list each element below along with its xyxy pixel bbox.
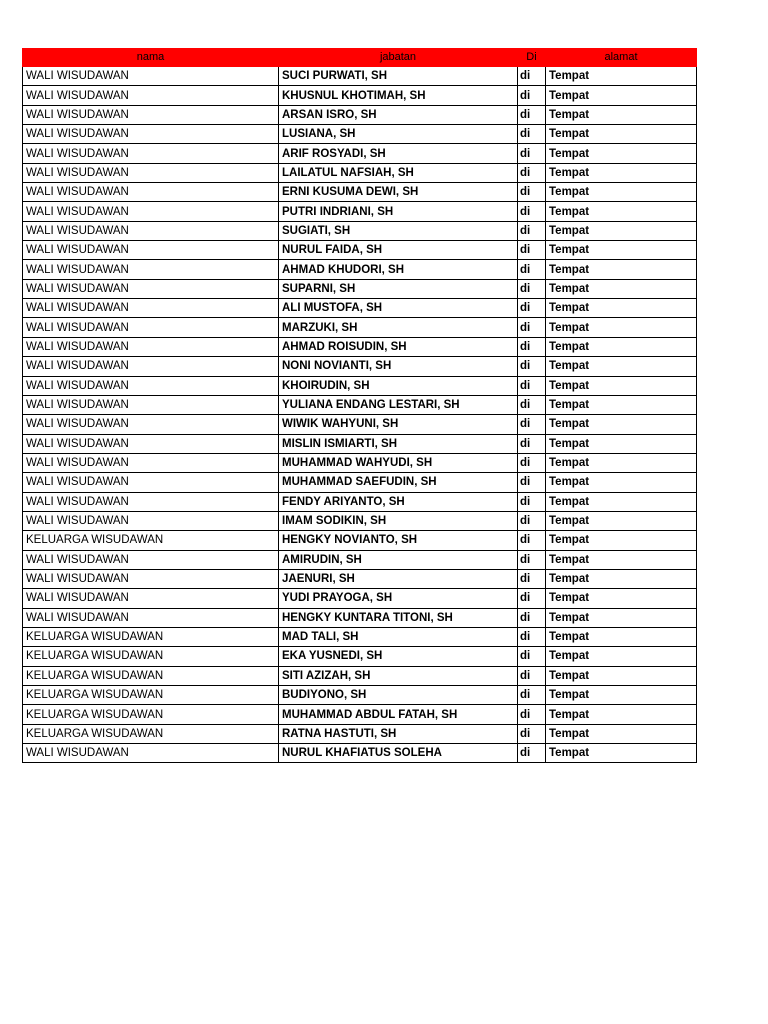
cell-nama[interactable]: KELUARGA WISUDAWAN xyxy=(23,647,279,666)
cell-di[interactable]: di xyxy=(518,415,546,434)
cell-di[interactable]: di xyxy=(518,357,546,376)
cell-alamat[interactable]: Tempat xyxy=(546,666,697,685)
cell-alamat[interactable]: Tempat xyxy=(546,67,697,86)
table-row xyxy=(23,492,697,511)
table-row xyxy=(23,705,697,724)
table-row xyxy=(23,473,697,492)
header-jabatan: jabatan xyxy=(279,49,518,67)
cell-alamat[interactable]: Tempat xyxy=(546,299,697,318)
cell-alamat[interactable]: Tempat xyxy=(546,627,697,646)
table-row xyxy=(23,724,697,743)
cell-nama[interactable]: KELUARGA WISUDAWAN xyxy=(23,686,279,705)
table-row xyxy=(23,569,697,588)
cell-jabatan[interactable]: ERNI KUSUMA DEWI, SH xyxy=(279,183,518,202)
cell-di[interactable]: di xyxy=(518,744,546,763)
cell-alamat[interactable]: Tempat xyxy=(546,569,697,588)
table-row xyxy=(23,744,697,763)
cell-di[interactable]: di xyxy=(518,492,546,511)
data-table xyxy=(22,48,697,763)
table-row xyxy=(23,318,697,337)
cell-jabatan[interactable]: SITI AZIZAH, SH xyxy=(279,666,518,685)
cell-jabatan[interactable]: MISLIN ISMIARTI, SH xyxy=(279,434,518,453)
cell-nama[interactable]: WALI WISUDAWAN xyxy=(23,569,279,588)
table-row xyxy=(23,105,697,124)
cell-di[interactable]: di xyxy=(518,299,546,318)
cell-nama[interactable]: WALI WISUDAWAN xyxy=(23,144,279,163)
cell-di[interactable]: di xyxy=(518,647,546,666)
cell-alamat[interactable]: Tempat xyxy=(546,744,697,763)
cell-nama[interactable]: WALI WISUDAWAN xyxy=(23,202,279,221)
cell-alamat[interactable]: Tempat xyxy=(546,318,697,337)
cell-nama[interactable]: WALI WISUDAWAN xyxy=(23,279,279,298)
table-row xyxy=(23,647,697,666)
table-row xyxy=(23,279,697,298)
cell-alamat[interactable]: Tempat xyxy=(546,144,697,163)
cell-di[interactable]: di xyxy=(518,531,546,550)
cell-alamat[interactable]: Tempat xyxy=(546,221,697,240)
cell-alamat[interactable]: Tempat xyxy=(546,279,697,298)
cell-nama[interactable]: WALI WISUDAWAN xyxy=(23,376,279,395)
cell-nama[interactable]: WALI WISUDAWAN xyxy=(23,163,279,182)
cell-nama[interactable]: WALI WISUDAWAN xyxy=(23,299,279,318)
table-body xyxy=(23,67,697,763)
cell-jabatan[interactable]: AMIRUDIN, SH xyxy=(279,550,518,569)
table-row xyxy=(23,67,697,86)
cell-nama[interactable]: WALI WISUDAWAN xyxy=(23,434,279,453)
cell-nama[interactable]: WALI WISUDAWAN xyxy=(23,241,279,260)
cell-jabatan[interactable]: AHMAD ROISUDIN, SH xyxy=(279,337,518,356)
cell-alamat[interactable]: Tempat xyxy=(546,686,697,705)
cell-di[interactable]: di xyxy=(518,666,546,685)
header-nama: nama xyxy=(23,49,279,67)
cell-nama[interactable]: WALI WISUDAWAN xyxy=(23,453,279,472)
cell-nama[interactable]: WALI WISUDAWAN xyxy=(23,67,279,86)
cell-nama[interactable]: WALI WISUDAWAN xyxy=(23,125,279,144)
table-row xyxy=(23,125,697,144)
header-di: Di xyxy=(518,49,546,67)
cell-di[interactable]: di xyxy=(518,163,546,182)
cell-nama[interactable]: WALI WISUDAWAN xyxy=(23,589,279,608)
cell-di[interactable]: di xyxy=(518,144,546,163)
cell-nama[interactable]: WALI WISUDAWAN xyxy=(23,105,279,124)
cell-di[interactable]: di xyxy=(518,550,546,569)
header-alamat: alamat xyxy=(546,49,697,67)
cell-jabatan[interactable]: SUCI PURWATI, SH xyxy=(279,67,518,86)
cell-jabatan[interactable]: EKA YUSNEDI, SH xyxy=(279,647,518,666)
cell-nama[interactable]: WALI WISUDAWAN xyxy=(23,415,279,434)
cell-di[interactable]: di xyxy=(518,627,546,646)
cell-jabatan[interactable]: AHMAD KHUDORI, SH xyxy=(279,260,518,279)
cell-di[interactable]: di xyxy=(518,279,546,298)
cell-alamat[interactable]: Tempat xyxy=(546,376,697,395)
cell-di[interactable]: di xyxy=(518,608,546,627)
cell-alamat[interactable]: Tempat xyxy=(546,86,697,105)
cell-nama[interactable]: WALI WISUDAWAN xyxy=(23,744,279,763)
table-row xyxy=(23,202,697,221)
cell-alamat[interactable]: Tempat xyxy=(546,647,697,666)
cell-alamat[interactable]: Tempat xyxy=(546,705,697,724)
cell-jabatan[interactable]: MUHAMMAD WAHYUDI, SH xyxy=(279,453,518,472)
cell-jabatan[interactable]: YUDI PRAYOGA, SH xyxy=(279,589,518,608)
table-row xyxy=(23,337,697,356)
cell-jabatan[interactable]: RATNA HASTUTI, SH xyxy=(279,724,518,743)
table-row xyxy=(23,531,697,550)
cell-jabatan[interactable]: ARIF ROSYADI, SH xyxy=(279,144,518,163)
table-row xyxy=(23,511,697,530)
cell-alamat[interactable]: Tempat xyxy=(546,357,697,376)
cell-alamat[interactable]: Tempat xyxy=(546,241,697,260)
cell-jabatan[interactable]: ALI MUSTOFA, SH xyxy=(279,299,518,318)
cell-nama[interactable]: WALI WISUDAWAN xyxy=(23,86,279,105)
table-row xyxy=(23,144,697,163)
cell-jabatan[interactable]: PUTRI INDRIANI, SH xyxy=(279,202,518,221)
cell-di[interactable]: di xyxy=(518,241,546,260)
table-row xyxy=(23,608,697,627)
cell-alamat[interactable]: Tempat xyxy=(546,550,697,569)
cell-jabatan[interactable]: IMAM SODIKIN, SH xyxy=(279,511,518,530)
cell-alamat[interactable]: Tempat xyxy=(546,453,697,472)
cell-di[interactable]: di xyxy=(518,453,546,472)
cell-di[interactable]: di xyxy=(518,686,546,705)
cell-alamat[interactable]: Tempat xyxy=(546,608,697,627)
cell-jabatan[interactable]: NURUL KHAFIATUS SOLEHA xyxy=(279,744,518,763)
cell-nama[interactable]: KELUARGA WISUDAWAN xyxy=(23,705,279,724)
cell-jabatan[interactable]: HENGKY KUNTARA TITONI, SH xyxy=(279,608,518,627)
cell-di[interactable]: di xyxy=(518,395,546,414)
cell-nama[interactable]: WALI WISUDAWAN xyxy=(23,608,279,627)
cell-jabatan[interactable]: MAD TALI, SH xyxy=(279,627,518,646)
cell-nama[interactable]: WALI WISUDAWAN xyxy=(23,511,279,530)
table-row xyxy=(23,395,697,414)
cell-alamat[interactable]: Tempat xyxy=(546,589,697,608)
cell-nama[interactable]: KELUARGA WISUDAWAN xyxy=(23,627,279,646)
table-row xyxy=(23,357,697,376)
cell-jabatan[interactable]: ARSAN ISRO, SH xyxy=(279,105,518,124)
cell-alamat[interactable]: Tempat xyxy=(546,105,697,124)
cell-alamat[interactable]: Tempat xyxy=(546,183,697,202)
cell-alamat[interactable]: Tempat xyxy=(546,163,697,182)
cell-alamat[interactable]: Tempat xyxy=(546,473,697,492)
cell-alamat[interactable]: Tempat xyxy=(546,337,697,356)
table-row xyxy=(23,86,697,105)
cell-jabatan[interactable]: NONI NOVIANTI, SH xyxy=(279,357,518,376)
cell-jabatan[interactable]: LAILATUL NAFSIAH, SH xyxy=(279,163,518,182)
cell-jabatan[interactable]: MUHAMMAD ABDUL FATAH, SH xyxy=(279,705,518,724)
cell-di[interactable]: di xyxy=(518,318,546,337)
cell-alamat[interactable]: Tempat xyxy=(546,125,697,144)
cell-jabatan[interactable]: KHOIRUDIN, SH xyxy=(279,376,518,395)
cell-di[interactable]: di xyxy=(518,67,546,86)
cell-alamat[interactable]: Tempat xyxy=(546,395,697,414)
table-row xyxy=(23,627,697,646)
cell-di[interactable]: di xyxy=(518,260,546,279)
cell-jabatan[interactable]: KHUSNUL KHOTIMAH, SH xyxy=(279,86,518,105)
table-row xyxy=(23,221,697,240)
cell-di[interactable]: di xyxy=(518,724,546,743)
cell-nama[interactable]: WALI WISUDAWAN xyxy=(23,357,279,376)
cell-nama[interactable]: WALI WISUDAWAN xyxy=(23,221,279,240)
cell-di[interactable]: di xyxy=(518,125,546,144)
cell-nama[interactable]: WALI WISUDAWAN xyxy=(23,318,279,337)
cell-jabatan[interactable]: NURUL FAIDA, SH xyxy=(279,241,518,260)
table-row xyxy=(23,241,697,260)
cell-alamat[interactable]: Tempat xyxy=(546,511,697,530)
cell-di[interactable]: di xyxy=(518,202,546,221)
cell-di[interactable]: di xyxy=(518,105,546,124)
cell-nama[interactable]: KELUARGA WISUDAWAN xyxy=(23,724,279,743)
cell-jabatan[interactable]: MARZUKI, SH xyxy=(279,318,518,337)
table-row xyxy=(23,550,697,569)
table-row xyxy=(23,434,697,453)
cell-alamat[interactable]: Tempat xyxy=(546,492,697,511)
cell-nama[interactable]: WALI WISUDAWAN xyxy=(23,337,279,356)
cell-jabatan[interactable]: MUHAMMAD SAEFUDIN, SH xyxy=(279,473,518,492)
cell-di[interactable]: di xyxy=(518,376,546,395)
cell-jabatan[interactable]: FENDY ARIYANTO, SH xyxy=(279,492,518,511)
cell-di[interactable]: di xyxy=(518,337,546,356)
table-row xyxy=(23,299,697,318)
spreadsheet xyxy=(22,48,696,763)
cell-nama[interactable]: KELUARGA WISUDAWAN xyxy=(23,666,279,685)
cell-nama[interactable]: KELUARGA WISUDAWAN xyxy=(23,531,279,550)
cell-jabatan[interactable]: SUGIATI, SH xyxy=(279,221,518,240)
cell-di[interactable]: di xyxy=(518,183,546,202)
table-row xyxy=(23,376,697,395)
cell-alamat[interactable]: Tempat xyxy=(546,202,697,221)
cell-nama[interactable]: WALI WISUDAWAN xyxy=(23,183,279,202)
cell-di[interactable]: di xyxy=(518,705,546,724)
cell-alamat[interactable]: Tempat xyxy=(546,415,697,434)
table-row xyxy=(23,686,697,705)
table-row xyxy=(23,183,697,202)
cell-jabatan[interactable]: JAENURI, SH xyxy=(279,569,518,588)
cell-alamat[interactable]: Tempat xyxy=(546,260,697,279)
cell-di[interactable]: di xyxy=(518,569,546,588)
cell-di[interactable]: di xyxy=(518,589,546,608)
cell-nama[interactable]: WALI WISUDAWAN xyxy=(23,260,279,279)
cell-alamat[interactable]: Tempat xyxy=(546,531,697,550)
table-row xyxy=(23,666,697,685)
cell-jabatan[interactable]: HENGKY NOVIANTO, SH xyxy=(279,531,518,550)
cell-jabatan[interactable]: YULIANA ENDANG LESTARI, SH xyxy=(279,395,518,414)
cell-nama[interactable]: WALI WISUDAWAN xyxy=(23,492,279,511)
table-row xyxy=(23,260,697,279)
cell-nama[interactable]: WALI WISUDAWAN xyxy=(23,550,279,569)
table-header xyxy=(23,49,697,67)
table-row xyxy=(23,453,697,472)
cell-nama[interactable]: WALI WISUDAWAN xyxy=(23,473,279,492)
cell-jabatan[interactable]: LUSIANA, SH xyxy=(279,125,518,144)
table-row xyxy=(23,589,697,608)
cell-di[interactable]: di xyxy=(518,434,546,453)
cell-alamat[interactable]: Tempat xyxy=(546,434,697,453)
header-row xyxy=(23,49,697,67)
cell-jabatan[interactable]: SUPARNI, SH xyxy=(279,279,518,298)
cell-jabatan[interactable]: BUDIYONO, SH xyxy=(279,686,518,705)
cell-jabatan[interactable]: WIWIK WAHYUNI, SH xyxy=(279,415,518,434)
cell-alamat[interactable]: Tempat xyxy=(546,724,697,743)
table-row xyxy=(23,163,697,182)
cell-di[interactable]: di xyxy=(518,511,546,530)
table-row xyxy=(23,415,697,434)
cell-di[interactable]: di xyxy=(518,473,546,492)
cell-di[interactable]: di xyxy=(518,221,546,240)
cell-di[interactable]: di xyxy=(518,86,546,105)
cell-nama[interactable]: WALI WISUDAWAN xyxy=(23,395,279,414)
